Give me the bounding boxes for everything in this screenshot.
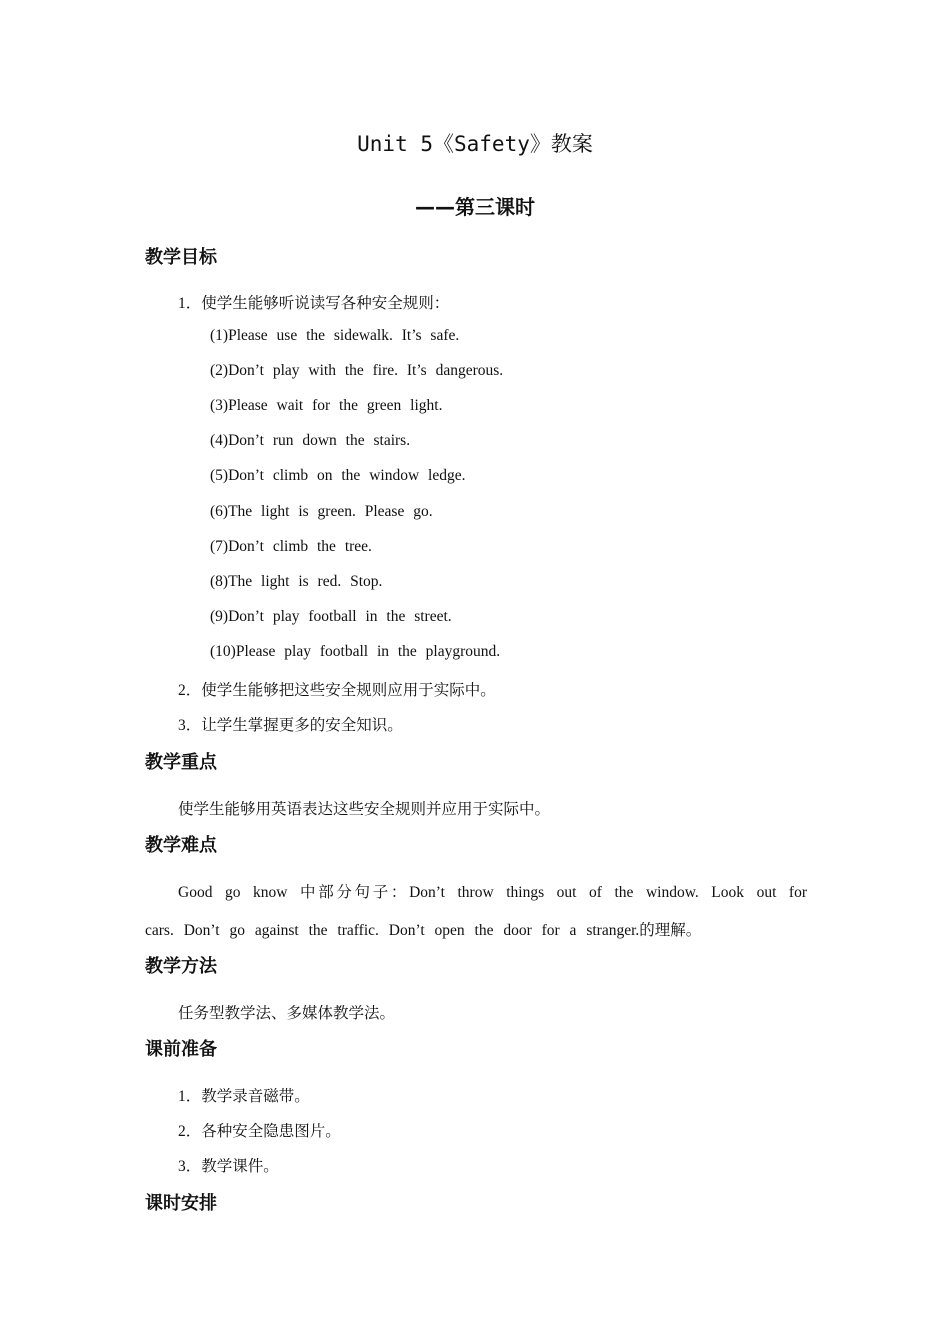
rule-10: (10)Please play football in the playground. [210,643,501,660]
methods-heading: 教学方法 [145,956,217,977]
objective-item-3: 3．让学生掌握更多的安全知识。 [178,717,403,734]
preparation-heading: 课前准备 [145,1039,217,1060]
rule-1: (1)Please use the sidewalk. It’s safe. [210,327,460,344]
preparation-item-1: 1．教学录音磁带。 [178,1088,310,1105]
key-points-heading: 教学重点 [145,752,217,773]
rule-4: (4)Don’t run down the stairs. [210,432,411,449]
lesson-subtitle: ——第三课时 [415,195,535,219]
difficulties-line-1: Good go know 中部分句子：Don’t throw things out of the window. Look out for [178,884,807,901]
rule-6: (6)The light is green. Please go. [210,503,433,520]
schedule-heading: 课时安排 [145,1193,217,1214]
rule-8: (8)The light is red. Stop. [210,573,383,590]
preparation-item-2: 2．各种安全隐患图片。 [178,1123,341,1140]
objective-item-1: 1．使学生能够听说读写各种安全规则： [178,295,450,312]
rule-7: (7)Don’t climb the tree. [210,538,372,555]
document-title: Unit 5《Safety》教案 [357,132,593,156]
methods-text: 任务型教学法、多媒体教学法。 [178,1005,396,1022]
objective-item-2: 2．使学生能够把这些安全规则应用于实际中。 [178,682,496,699]
rule-2: (2)Don’t play with the fire. It’s dangerous. [210,362,504,379]
key-points-text: 使学生能够用英语表达这些安全规则并应用于实际中。 [178,801,551,818]
rule-5: (5)Don’t climb on the window ledge. [210,467,466,484]
rule-3: (3)Please wait for the green light. [210,397,443,414]
preparation-item-3: 3．教学课件。 [178,1158,279,1175]
difficulties-line-2: cars. Don’t go against the traffic. Don’t open the door for a stranger.的理解。 [145,922,702,939]
difficulties-heading: 教学难点 [145,835,217,856]
rule-9: (9)Don’t play football in the street. [210,608,452,625]
objectives-heading: 教学目标 [145,247,217,268]
